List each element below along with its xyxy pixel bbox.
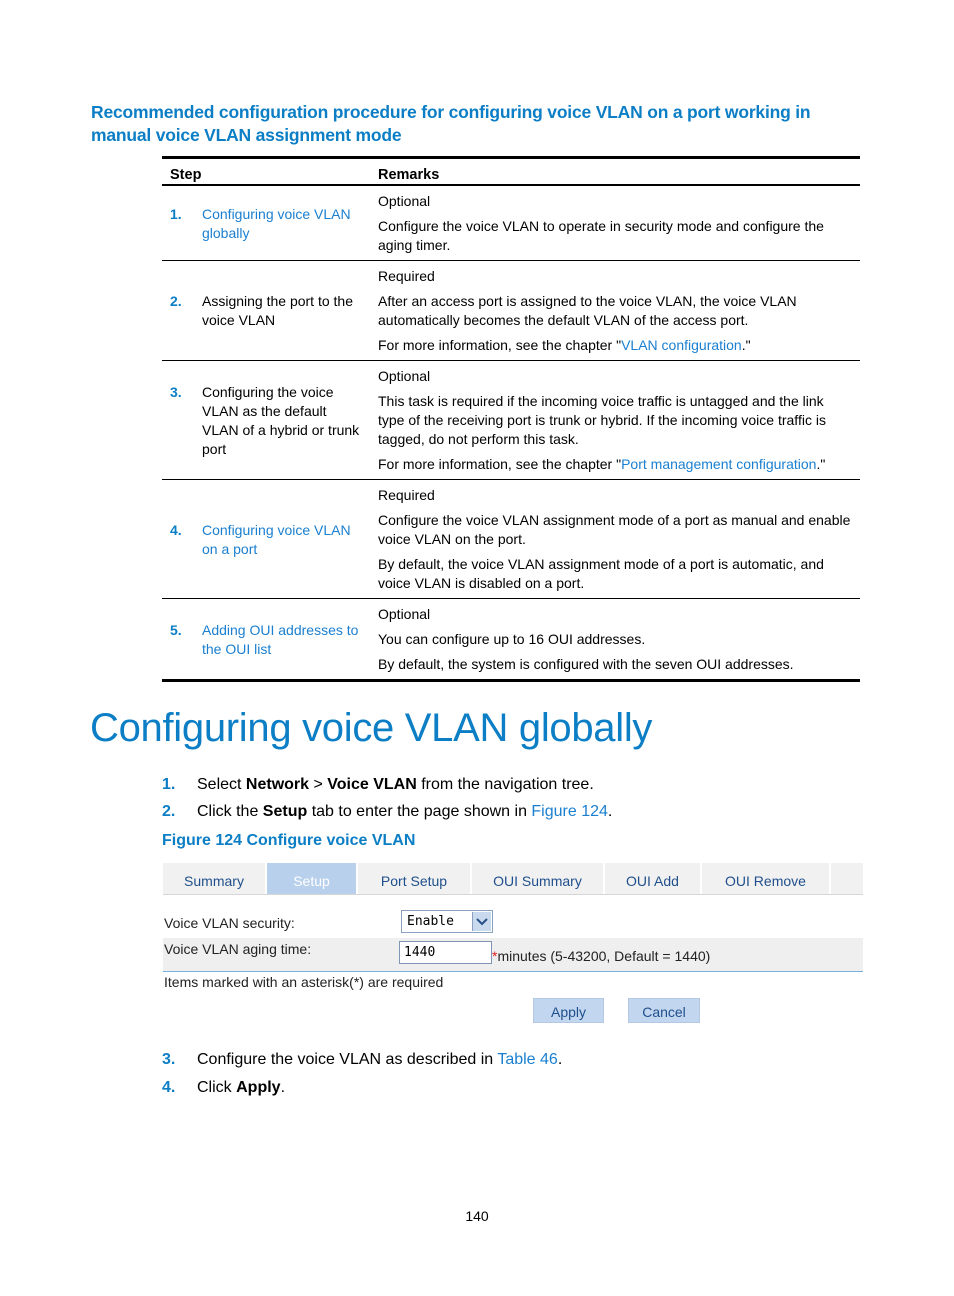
header-remarks: Remarks (370, 158, 860, 186)
remark-text: Configure the voice VLAN assignment mode of a port as manual and enable voice VLAN on the port. (378, 512, 851, 547)
step-cell (162, 261, 370, 361)
step-cell (162, 480, 370, 599)
page-number: 140 (465, 1208, 489, 1224)
section-heading: Recommended configuration procedure for configuring voice VLAN on a port working in manual voice VLAN assignment mode (91, 102, 811, 145)
remark-text: By default, the system is configured with the seven OUI addresses. (378, 656, 794, 672)
security-value: Enable (407, 914, 454, 929)
step-number: 4. (162, 1079, 176, 1096)
remark-text: Required (378, 487, 435, 503)
aging-hint: *minutes (5-43200, Default = 1440) (492, 948, 711, 964)
apply-ref: Apply (236, 1079, 281, 1096)
apply-button[interactable]: Apply (533, 998, 604, 1023)
remarks-cell (370, 361, 860, 480)
step-number: 2. (162, 803, 176, 820)
step-cell (162, 361, 370, 480)
remarks-cell (370, 599, 860, 681)
remark-text: Optional (378, 193, 431, 209)
cancel-button[interactable]: Cancel (628, 998, 700, 1023)
remark-text: You can configure up to 16 OUI addresses. (378, 631, 646, 647)
step-link[interactable]: Adding OUI addresses to the OUI list (202, 621, 359, 657)
remark-text: After an access port is assigned to the voice VLAN, the voice VLAN automatically becomes the default VLAN of the access port. (378, 293, 797, 328)
chapter-link[interactable]: VLAN configuration (621, 337, 742, 353)
table-link[interactable]: Table 46 (497, 1051, 558, 1068)
procedure-table (162, 156, 860, 682)
tab-oui-summary[interactable]: OUI Summary (472, 863, 605, 894)
header-step: Step (162, 158, 370, 186)
step-number: 4. (170, 521, 182, 538)
chevron-down-icon[interactable] (472, 912, 491, 931)
tab-setup[interactable]: Setup (267, 863, 358, 894)
remark-text: By default, the voice VLAN assignment mode of a port is automatic, and voice VLAN is disabled on a port. (378, 556, 824, 591)
menu-voice-vlan: Voice VLAN (327, 776, 417, 793)
step-number: 1. (170, 205, 182, 222)
page-title: Configuring voice VLAN globally (90, 706, 653, 750)
figure-link[interactable]: Figure 124 (531, 803, 608, 820)
remark-text: Optional (378, 606, 431, 622)
aging-value: 1440 (404, 945, 436, 960)
tab-port-setup[interactable]: Port Setup (358, 863, 472, 894)
step-link[interactable]: Configuring voice VLAN on a port (202, 521, 351, 557)
security-select[interactable] (401, 910, 493, 933)
required-note: Items marked with an asterisk(*) are required (164, 974, 444, 990)
remarks-cell (370, 185, 860, 261)
remark-reference: For more information, see the chapter "Port management configuration." (378, 456, 826, 472)
tab-summary[interactable]: Summary (163, 863, 267, 894)
table-row (162, 261, 860, 361)
remark-text: Required (378, 268, 435, 284)
remarks-cell (370, 261, 860, 361)
step-number: 5. (170, 621, 182, 638)
table-row (162, 361, 860, 480)
chapter-link[interactable]: Port management configuration (621, 456, 817, 472)
table-row (162, 599, 860, 681)
step-cell (162, 599, 370, 681)
tab-oui-add[interactable]: OUI Add (605, 863, 702, 894)
step-number: 2. (170, 293, 182, 309)
step-name: Assigning the port to the voice VLAN (202, 293, 353, 328)
remark-reference: For more information, see the chapter "VLAN configuration." (378, 337, 751, 353)
step-number: 3. (162, 1051, 176, 1068)
table-row (162, 185, 860, 261)
table-row (162, 480, 860, 599)
asterisk: * (492, 948, 498, 964)
figure-caption: Figure 124 Configure voice VLAN (162, 832, 416, 849)
remarks-cell (370, 480, 860, 599)
aging-label: Voice VLAN aging time: (164, 941, 312, 957)
remark-text: Optional (378, 368, 431, 384)
security-label: Voice VLAN security: (164, 915, 295, 931)
step-name: Configuring the voice VLAN as the default VLAN of a hybrid or trunk port (202, 383, 360, 457)
step-number: 3. (170, 383, 182, 400)
setup-tab-ref: Setup (262, 803, 308, 820)
tab-oui-remove[interactable]: OUI Remove (702, 863, 831, 894)
menu-network: Network (245, 776, 310, 793)
remark-text: This task is required if the incoming voice traffic is untagged and the link type of the receiving port is trunk or hybrid. If the incoming voice traffic is tagged, do not perform this task. (378, 393, 826, 447)
aging-time-input[interactable] (399, 941, 492, 964)
step-number: 1. (162, 776, 176, 793)
remark-text: Configure the voice VLAN to operate in security mode and configure the aging timer. (378, 218, 824, 253)
tab-bar (163, 863, 863, 895)
step-cell (162, 185, 370, 261)
step-link[interactable]: Configuring voice VLAN globally (202, 205, 351, 241)
